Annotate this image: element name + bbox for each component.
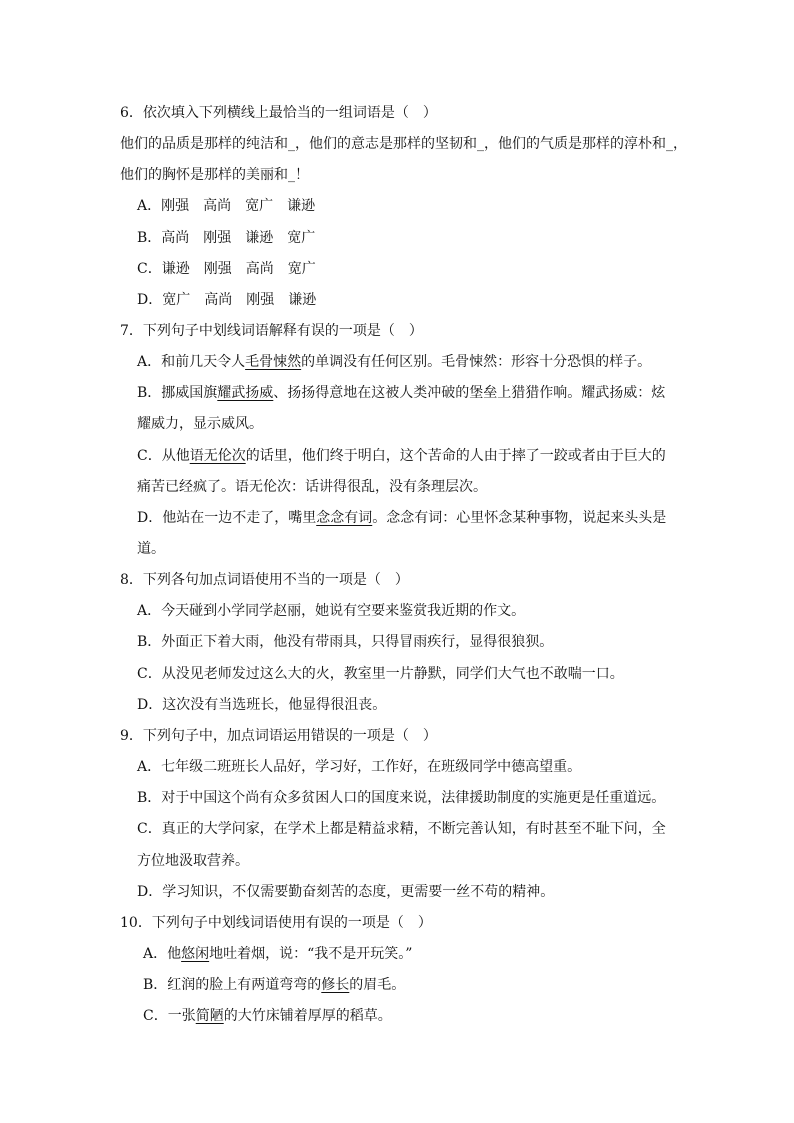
q10-b-text: B．红润的脸上有两道弯弯的 — [143, 977, 322, 993]
q7-d-text: D．他站在一边不走了，嘴里 — [137, 510, 317, 526]
q7-a-underlined: 毛骨悚然 — [245, 354, 302, 370]
q7-option-c-cont: 痛苦已经疯了。语无伦次：话讲得很乱，没有条理层次。 — [137, 479, 487, 495]
q10-option-b — [143, 975, 405, 995]
q6-option-d: D．宽广 高尚 刚强 谦逊 — [137, 292, 317, 308]
q9-option-d: D．学习知识，不仅需要勤奋刻苦的态度，更需要一丝不苟的精神。 — [137, 884, 555, 900]
q6-option-a: A．刚强 高尚 宽广 谦逊 — [137, 198, 316, 214]
q10-option-c — [143, 1006, 392, 1026]
q7-c-text-rest: 的话里，他们终于明白，这个苦命的人由于摔了一跤或者由于巨大的 — [245, 448, 666, 464]
q7-a-text-rest: 的单调没有任何区别。毛骨悚然：形容十分恐惧的样子。 — [301, 354, 652, 370]
q6-stem: 6．依次填入下列横线上最恰当的一组词语是（ ） — [120, 105, 437, 121]
q7-d-text-rest: 。念念有词：心里怀念某种事物，说起来头头是 — [372, 510, 667, 526]
q7-d-underlined: 念念有词 — [316, 510, 373, 526]
q7-option-a — [137, 352, 651, 372]
q10-stem: 10．下列句子中划线词语使用有误的一项是（ ） — [120, 915, 432, 931]
q10-c-text: C．一张 — [143, 1008, 196, 1024]
q10-option-a — [143, 944, 412, 964]
q9-option-a: A．七年级二班班长人品好，学习好，工作好，在班级同学中德高望重。 — [137, 759, 582, 775]
q7-a-text: A．和前几天令人 — [137, 354, 246, 370]
q7-b-text: B．挪威国旗 — [137, 385, 218, 401]
q8-stem: 8．下列各句加点词语使用不当的一项是（ ） — [120, 572, 409, 588]
q9-option-c: C．真正的大学问家，在学术上都是精益求精，不断完善认知，有时甚至不耻下问，全 — [137, 821, 666, 837]
q8-option-c: C．从没见老师发过这么大的火，教室里一片静默，同学们大气也不敢喘一口。 — [137, 666, 624, 682]
q10-a-text-rest: 地吐着烟，说：“我不是开玩笑。” — [209, 946, 413, 962]
q7-b-text-rest: 、扬扬得意地在这被人类冲破的堡垒上猎猎作响。耀武扬威：炫 — [273, 385, 666, 401]
q7-option-d — [137, 508, 666, 528]
q6-option-c: C．谦逊 刚强 高尚 宽广 — [137, 261, 316, 277]
q7-option-b — [137, 383, 665, 403]
q6-text-line-1: 他们的品质是那样的纯洁和_，他们的意志是那样的坚韧和_，他们的气质是那样的淳朴和_， — [120, 136, 687, 152]
q7-b-underlined: 耀武扬威 — [217, 385, 274, 401]
q8-option-a: A．今天碰到小学同学赵丽，她说有空要来鉴赏我近期的作文。 — [137, 603, 526, 619]
q7-option-b-cont: 耀威力，显示威风。 — [137, 416, 263, 432]
q7-c-underlined: 语无伦次 — [189, 448, 246, 464]
q10-c-text-rest: 的大竹床铺着厚厚的稻草。 — [223, 1008, 392, 1024]
q10-b-underlined: 修长 — [321, 977, 350, 993]
q10-b-text-rest: 的眉毛。 — [349, 977, 406, 993]
q9-stem: 9．下列句子中，加点词语运用错误的一项是（ ） — [120, 728, 437, 744]
q7-c-text: C．从他 — [137, 448, 190, 464]
q7-option-d-cont: 道。 — [137, 541, 165, 557]
q10-a-underlined: 悠闲 — [181, 946, 210, 962]
q6-option-b: B．高尚 刚强 谦逊 宽广 — [137, 230, 316, 246]
q6-text-line-2: 他们的胸怀是那样的美丽和_！ — [120, 167, 309, 183]
q8-option-d: D．这次没有当选班长，他显得很沮丧。 — [137, 697, 387, 713]
q8-option-b: B．外面正下着大雨，他没有带雨具，只得冒雨疾行，显得很狼狈。 — [137, 634, 554, 650]
q10-a-text: A．他 — [143, 946, 182, 962]
q10-c-underlined: 简陋 — [195, 1008, 224, 1024]
q9-option-b: B．对于中国这个尚有众多贫困人口的国度来说，法律援助制度的实施更是任重道远。 — [137, 790, 666, 806]
q9-option-c-cont: 方位地汲取营养。 — [137, 853, 249, 869]
q7-option-c — [137, 446, 666, 466]
q7-stem: 7．下列句子中划线词语解释有误的一项是（ ） — [120, 323, 423, 339]
